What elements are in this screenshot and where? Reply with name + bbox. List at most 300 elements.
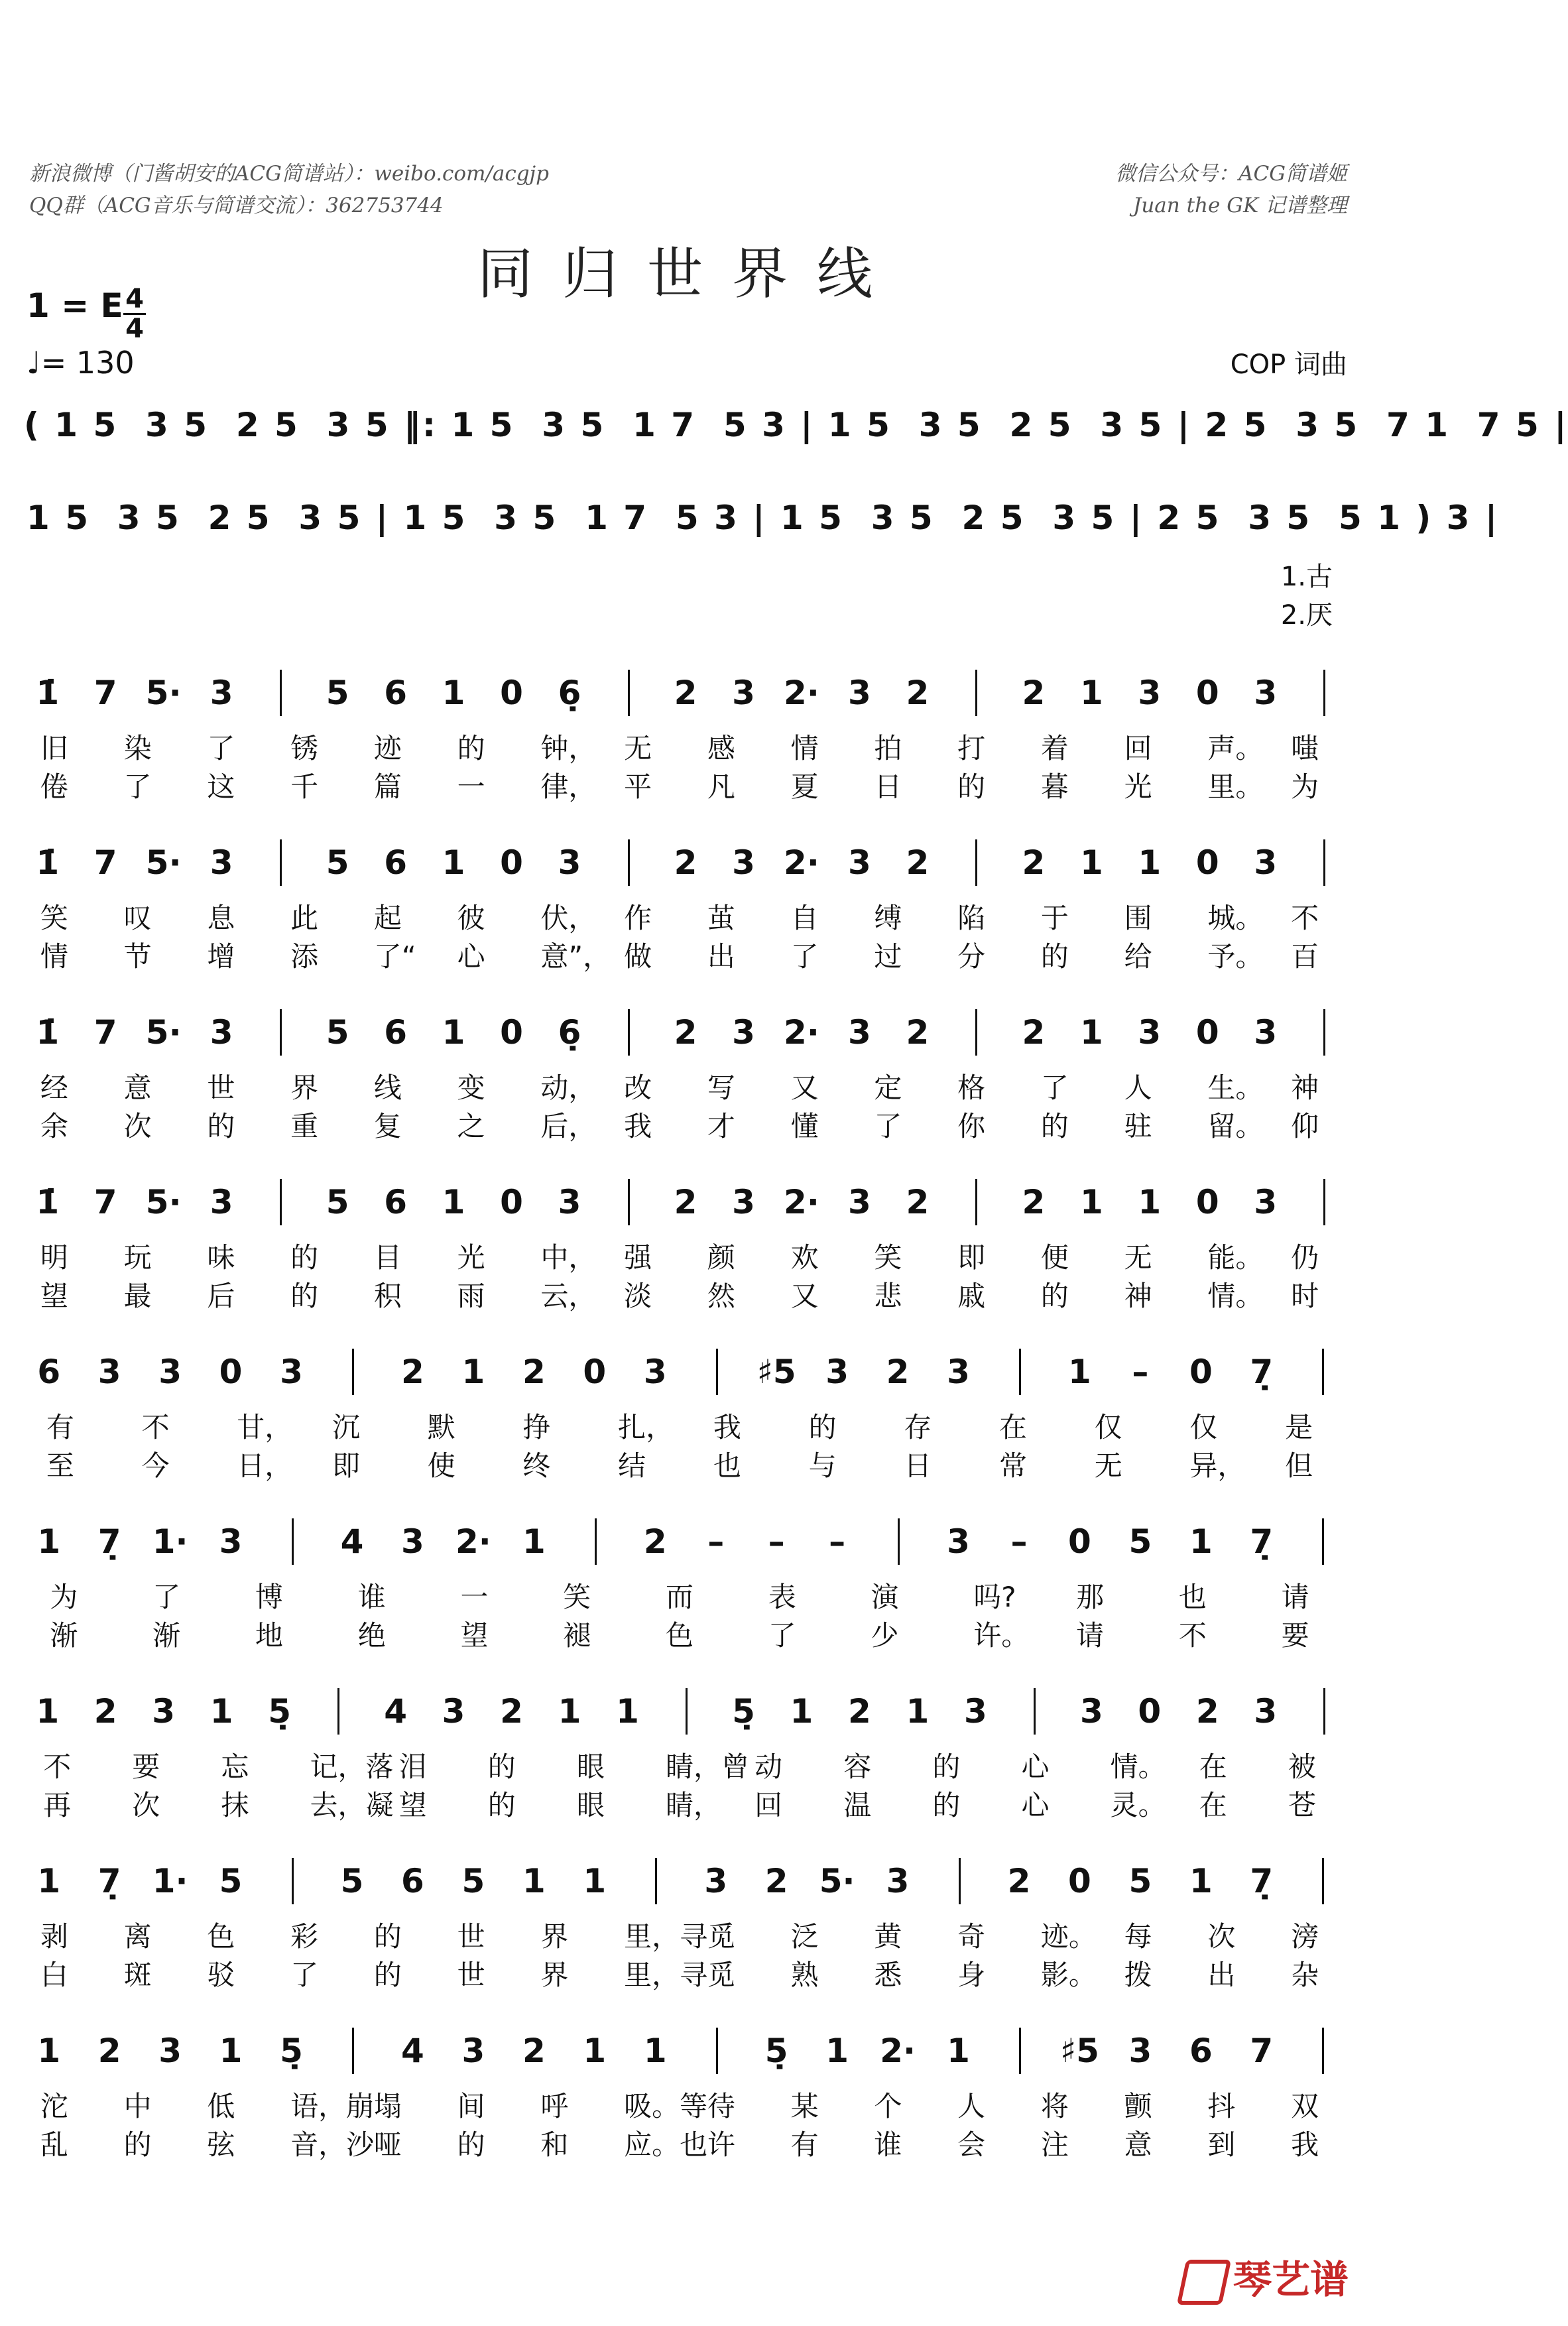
lyric-char: 味 — [207, 1241, 235, 1274]
lyric-char: 觅 — [707, 1920, 735, 1953]
verse-1-marker: 1.古 — [1280, 562, 1333, 592]
note: 6̣ — [558, 674, 581, 712]
note: 1 — [1189, 1862, 1213, 1900]
note: 2· — [784, 1013, 819, 1052]
lyric-char: 即 — [332, 1449, 361, 1482]
lyric-char: 余 — [40, 1110, 68, 1142]
note: 3 — [848, 1013, 871, 1052]
lyric-char: 常 — [999, 1449, 1028, 1482]
note: 2 — [93, 1692, 117, 1731]
barline — [280, 670, 282, 716]
barline — [628, 670, 630, 716]
lyric-char: 夏 — [790, 770, 819, 803]
note: 1 — [643, 2032, 667, 2070]
lyric-char: 予。 — [1207, 940, 1264, 973]
time-signature-bottom: 4 — [125, 314, 144, 344]
verse-2-marker: 2.厌 — [1280, 600, 1333, 631]
note: 5 — [219, 1862, 243, 1900]
note: 3 — [210, 1013, 233, 1052]
note: 0 — [1195, 1013, 1219, 1052]
lyric-char: 日， — [237, 1449, 293, 1482]
note: 7̣ — [97, 1862, 121, 1900]
lyric-char: 界 — [540, 1920, 569, 1953]
lyric-char: 至 — [46, 1449, 74, 1482]
note: 2 — [500, 1692, 523, 1731]
lyric-char: 又 — [790, 1280, 819, 1312]
header-qq: QQ群（ACG音乐与简谱交流）：362753744 — [29, 194, 444, 217]
note: 3 — [461, 2032, 485, 2070]
lyric-char: 白 — [40, 1959, 68, 1991]
lyric-char: 玩 — [123, 1241, 152, 1274]
lyric-char: 了 — [768, 1619, 796, 1652]
note: 3 — [210, 674, 233, 712]
note: 1 — [1138, 843, 1162, 882]
note: 6 — [384, 1183, 407, 1221]
note: 0 — [583, 1353, 607, 1391]
note: 0 — [500, 1183, 523, 1221]
intro-notes-2: 1 5 3 5 2 5 3 5 | 1 5 3 5 1 7 5 3 | 1 5 3 5 2 5 3 5 | 2 5 3 5 5 1 ) 3 | — [27, 499, 1500, 537]
lyric-char: 次 — [123, 1110, 152, 1142]
lyric-char: 今 — [141, 1449, 170, 1482]
lyric-char: 会 — [957, 2128, 986, 2161]
barline — [1323, 1179, 1325, 1225]
barline — [1323, 1688, 1325, 1735]
note: 5 — [1128, 1522, 1152, 1561]
note: 6 — [384, 843, 407, 882]
lyric-char: 回 — [754, 1789, 783, 1821]
lyric-char: 离 — [123, 1920, 152, 1953]
lyric-char: 嗤 — [1291, 732, 1319, 765]
lyric-char: 请 — [1281, 1581, 1309, 1613]
lyric-char: 终 — [522, 1449, 551, 1482]
lyric-char: 一 — [460, 1581, 489, 1613]
note: 1 — [1189, 1522, 1213, 1561]
lyric-char: 许 — [707, 2128, 735, 2161]
composer-credit: COP 词曲 — [1230, 349, 1347, 380]
lyric-char: 双 — [1291, 2090, 1319, 2122]
note: 3 — [848, 843, 871, 882]
lyric-char: 心 — [457, 940, 485, 973]
logo-text: 琴艺谱 — [1233, 2257, 1349, 2303]
note: 1̇ — [36, 674, 60, 712]
lyric-char: 意”， — [540, 940, 611, 973]
lyric-char: 望 — [460, 1619, 489, 1652]
note: 6 — [1189, 2032, 1213, 2070]
lyric-char: 到 — [1207, 2128, 1236, 2161]
lyric-char: 觅 — [707, 1959, 735, 1991]
note: 3 — [848, 674, 871, 712]
lyric-char: 心 — [1021, 1750, 1050, 1783]
lyric-char: 即 — [957, 1241, 986, 1274]
note: – — [1132, 1353, 1149, 1391]
barline — [898, 1518, 900, 1565]
note: 5· — [145, 1183, 182, 1221]
note: 1 — [442, 1183, 465, 1221]
note: 1 — [37, 1862, 61, 1900]
barline — [352, 2028, 354, 2074]
lyric-char: 定 — [874, 1071, 902, 1104]
lyric-char: 眼 — [576, 1750, 605, 1783]
lyric-char: 泪 — [398, 1750, 427, 1783]
note: 7 — [93, 674, 117, 712]
lyric-char: 写 — [707, 1071, 735, 1104]
note: 2 — [906, 1013, 930, 1052]
lyric-char: 日 — [904, 1449, 932, 1482]
barline — [292, 1858, 294, 1904]
barline — [280, 839, 282, 886]
barline — [716, 1349, 718, 1395]
lyric-char: 褪 — [563, 1619, 591, 1652]
lyric-char: 世 — [207, 1071, 235, 1104]
note: 1 — [616, 1692, 639, 1731]
lyric-char: 再 — [43, 1789, 72, 1821]
note: 3 — [732, 843, 755, 882]
lyric-char: 请 — [1076, 1619, 1105, 1652]
note: 0 — [1068, 1862, 1091, 1900]
barline — [280, 1009, 282, 1056]
lyric-char: 渐 — [50, 1619, 78, 1652]
lyric-char: 此 — [290, 902, 319, 934]
lyric-char: 围 — [1124, 902, 1152, 934]
lyric-char: 欢 — [790, 1241, 819, 1274]
note: 6 — [384, 674, 407, 712]
lyric-char: 影。 — [1040, 1959, 1097, 1991]
lyric-char: 的 — [1040, 1280, 1069, 1312]
lyric-char: 添 — [290, 940, 319, 973]
note: 5 — [326, 1183, 349, 1221]
note: 2 — [401, 1353, 424, 1391]
lyric-char: 人 — [957, 2090, 986, 2122]
lyric-char: 又 — [790, 1071, 819, 1104]
lyric-char: 光 — [457, 1241, 485, 1274]
lyric-char: 甘， — [237, 1411, 293, 1443]
lyric-char: 篇 — [373, 770, 402, 803]
note: 1̇ — [36, 843, 60, 882]
barline — [975, 670, 977, 716]
lyric-char: 便 — [1040, 1241, 1069, 1274]
lyric-char: 次 — [132, 1789, 160, 1821]
lyric-char: 百 — [1291, 940, 1319, 973]
lyric-char: 仅 — [1094, 1411, 1122, 1443]
lyric-char: 然 — [707, 1280, 735, 1312]
note: 3 — [947, 1522, 970, 1561]
lyric-char: 呼 — [540, 2090, 569, 2122]
lyric-char: 留。 — [1207, 1110, 1264, 1142]
barline — [1323, 839, 1325, 886]
note: 2· — [880, 2032, 916, 2070]
logo-icon — [1177, 2260, 1231, 2305]
note: 3 — [158, 1353, 182, 1391]
note: 2· — [455, 1522, 491, 1561]
note: 2 — [97, 2032, 121, 2070]
lyric-char: 经 — [40, 1071, 68, 1104]
lyric-char: 绝 — [357, 1619, 386, 1652]
lyric-char: 变 — [457, 1071, 485, 1104]
lyric-char: 雨 — [457, 1280, 485, 1312]
lyric-char: 的 — [487, 1789, 516, 1821]
lyric-char: 起 — [373, 902, 402, 934]
lyric-char: 积 — [373, 1280, 402, 1312]
lyric-char: 强 — [624, 1241, 652, 1274]
lyric-char: 暮 — [1040, 770, 1069, 803]
note: 2· — [784, 674, 819, 712]
note: ♯5 — [756, 1353, 796, 1391]
lyric-char: 界 — [290, 1071, 319, 1104]
note: 7̣ — [1250, 1522, 1274, 1561]
lyric-char: 颜 — [707, 1241, 735, 1274]
barline — [655, 1858, 657, 1904]
lyric-char: 世 — [457, 1959, 485, 1991]
lyric-char: 注 — [1040, 2128, 1069, 2161]
lyric-char: 驻 — [1124, 1110, 1152, 1142]
note: 5̣ — [764, 2032, 788, 2070]
lyric-char: 笑 — [874, 1241, 902, 1274]
lyric-char: 许。 — [973, 1619, 1030, 1652]
lyric-char: 的 — [932, 1750, 961, 1783]
lyric-char: 奇 — [957, 1920, 986, 1953]
note: 2 — [764, 1862, 788, 1900]
note: 3 — [152, 1692, 176, 1731]
lyric-char: 息 — [207, 902, 235, 934]
lyric-char: 里，寻 — [624, 1959, 708, 1991]
note: 1 — [1079, 1183, 1103, 1221]
note: 2 — [906, 1183, 930, 1221]
lyric-char: 不 — [1178, 1619, 1207, 1652]
note: 0 — [1189, 1353, 1213, 1391]
lyric-char: 拨 — [1124, 1959, 1152, 1991]
barline — [1322, 2028, 1324, 2074]
lyric-char: 光 — [1124, 770, 1152, 803]
lyric-char: 缚 — [874, 902, 902, 934]
lyric-char: 懂 — [790, 1110, 819, 1142]
lyric-char: 复 — [373, 1110, 402, 1142]
barline — [1323, 1009, 1325, 1056]
note: 5 — [326, 674, 349, 712]
note: 3 — [947, 1353, 970, 1391]
note: 2 — [643, 1522, 667, 1561]
lyric-char: 意 — [1124, 2128, 1152, 2161]
lyric-char: 的 — [290, 1280, 319, 1312]
note: 7 — [93, 1183, 117, 1221]
lyric-char: 无 — [624, 732, 652, 765]
lyric-char: 乱 — [40, 2128, 68, 2161]
barline — [337, 1688, 339, 1735]
lyric-char: 黄 — [874, 1920, 902, 1953]
note: 2· — [784, 1183, 819, 1221]
header-weibo: 新浪微博（门酱胡安的ACG简谱站）：weibo.com/acgjp — [29, 162, 549, 186]
note: 1 — [442, 843, 465, 882]
note: 5 — [326, 1013, 349, 1052]
note: 0 — [1195, 1183, 1219, 1221]
note: 7 — [93, 843, 117, 882]
note: 5· — [145, 674, 182, 712]
note: 2 — [906, 843, 930, 882]
barline — [1322, 1349, 1324, 1395]
note: 0 — [500, 843, 523, 882]
note: 3 — [732, 674, 755, 712]
note: 3 — [442, 1692, 465, 1731]
lyric-char: 也 — [1178, 1581, 1207, 1613]
lyric-char: 沱 — [40, 2090, 68, 2122]
lyric-char: 的 — [1040, 1110, 1069, 1142]
lyric-char: 熟 — [790, 1959, 819, 1991]
lyric-char: 仰 — [1291, 1110, 1319, 1142]
lyric-char: 不 — [1291, 902, 1319, 934]
note: 3 — [1254, 674, 1278, 712]
lyric-char: 了 — [123, 770, 152, 803]
barline — [292, 1518, 294, 1565]
note: 1 — [1079, 1013, 1103, 1052]
note: 1 — [558, 1692, 581, 1731]
note: 3 — [1138, 1013, 1162, 1052]
lyric-char: 倦 — [40, 770, 68, 803]
lyric-char: 地 — [255, 1619, 283, 1652]
lyric-char: 异， — [1189, 1449, 1246, 1482]
header-wechat: 微信公众号：ACG简谱姬 — [1115, 162, 1347, 186]
lyric-char: 语，崩 — [290, 2090, 375, 2122]
lyric-char: 少 — [871, 1619, 899, 1652]
note: – — [829, 1522, 846, 1561]
lyric-char: 抖 — [1207, 2090, 1236, 2122]
lyric-char: 我 — [1291, 2128, 1319, 2161]
lyric-char: 和 — [540, 2128, 569, 2161]
lyric-char: 界 — [540, 1959, 569, 1991]
lyric-char: 剥 — [40, 1920, 68, 1953]
lyric-char: 的 — [1040, 940, 1069, 973]
lyric-char: 改 — [624, 1071, 652, 1104]
lyric-char: 吗? — [973, 1581, 1016, 1613]
note: 0 — [1068, 1522, 1091, 1561]
lyric-char: 戚 — [957, 1280, 986, 1312]
note: 3 — [643, 1353, 667, 1391]
note: 6 — [401, 1862, 424, 1900]
lyric-char: 但 — [1285, 1449, 1313, 1482]
note: 3 — [825, 1353, 849, 1391]
lyric-char: 眼 — [576, 1789, 605, 1821]
note: 5 — [1128, 1862, 1152, 1900]
barline — [686, 1688, 688, 1735]
note: 1 — [36, 1692, 60, 1731]
lyric-char: 才 — [707, 1110, 735, 1142]
lyric-char: 去，凝 — [310, 1789, 394, 1821]
lyric-char: 云， — [540, 1280, 597, 1312]
lyric-char: 世 — [457, 1920, 485, 1953]
lyric-char: 之 — [457, 1110, 485, 1142]
lyric-char: 打 — [957, 732, 986, 765]
note: – — [707, 1522, 725, 1561]
note: 3 — [704, 1862, 728, 1900]
lyric-char: 博 — [255, 1581, 283, 1613]
time-signature — [123, 284, 146, 344]
lyric-char: 染 — [123, 732, 152, 765]
note: 1· — [152, 1522, 188, 1561]
lyric-char: 动， — [540, 1071, 597, 1104]
lyric-char: 颤 — [1124, 2090, 1152, 2122]
note: 6̣ — [558, 1013, 581, 1052]
lyric-char: 睛， — [666, 1789, 722, 1821]
lyric-char: 日 — [874, 770, 902, 803]
lyric-char: 叹 — [123, 902, 152, 934]
lyric-char: 的 — [932, 1789, 961, 1821]
barline — [975, 1009, 977, 1056]
lyric-char: 笑 — [563, 1581, 591, 1613]
lyric-char: 分 — [957, 940, 986, 973]
barline — [628, 1009, 630, 1056]
lyric-char: 默 — [427, 1411, 455, 1443]
note: 1 — [1079, 674, 1103, 712]
note: 2 — [1022, 1013, 1046, 1052]
lyric-char: 谁 — [874, 2128, 902, 2161]
lyric-char: 睛，曾 — [666, 1750, 750, 1783]
lyric-char: 要 — [132, 1750, 160, 1783]
lyric-char: 演 — [871, 1581, 899, 1613]
lyric-char: 存 — [904, 1411, 932, 1443]
note: 1 — [522, 1862, 546, 1900]
note: 1· — [152, 1862, 188, 1900]
lyric-char: 增 — [207, 940, 235, 973]
lyric-char: 有 — [790, 2128, 819, 2161]
note: ♯5 — [1059, 2032, 1099, 2070]
note: 3 — [558, 1183, 581, 1221]
lyric-char: 回 — [1124, 732, 1152, 765]
note: 0 — [219, 1353, 243, 1391]
lyric-char: 低 — [207, 2090, 235, 2122]
note: 1̇ — [36, 1183, 60, 1221]
lyric-char: 苍 — [1288, 1789, 1316, 1821]
lyric-char: 使 — [427, 1449, 455, 1482]
lyric-char: 也 — [713, 1449, 741, 1482]
tempo-marking: ♩= 130 — [27, 345, 135, 381]
lyric-char: 为 — [50, 1581, 78, 1613]
lyric-char: 的 — [457, 2128, 485, 2161]
note: 0 — [1138, 1692, 1162, 1731]
note: 2 — [886, 1353, 910, 1391]
note: 1 — [522, 1522, 546, 1561]
note: 3 — [1254, 1692, 1278, 1731]
note: 5̣ — [268, 1692, 292, 1731]
lyric-char: 抹 — [221, 1789, 249, 1821]
time-signature-top: 4 — [125, 284, 144, 314]
lyric-char: 滂 — [1291, 1920, 1319, 1953]
note: 1 — [219, 2032, 243, 2070]
note: 7̣ — [97, 1522, 121, 1561]
lyric-char: 淡 — [624, 1280, 652, 1312]
note: 1 — [947, 2032, 970, 2070]
lyric-char: 了 — [207, 732, 235, 765]
lyric-char: 了 — [152, 1581, 181, 1613]
lyric-char: 的 — [373, 1920, 402, 1953]
note: 3 — [210, 1183, 233, 1221]
note: 1 — [906, 1692, 930, 1731]
lyric-char: 迹 — [373, 732, 402, 765]
note: 0 — [500, 674, 523, 712]
lyric-char: 自 — [790, 902, 819, 934]
lyric-char: 在 — [999, 1411, 1028, 1443]
lyric-char: 色 — [666, 1619, 694, 1652]
note: 2 — [522, 2032, 546, 2070]
barline — [1322, 1518, 1324, 1565]
lyric-char: 你 — [957, 1110, 986, 1142]
note: – — [768, 1522, 785, 1561]
note: 3 — [1128, 2032, 1152, 2070]
barline — [959, 1858, 961, 1904]
lyric-char: 目 — [373, 1241, 402, 1274]
lyric-char: 做 — [624, 940, 652, 973]
lyric-char: 情 — [40, 940, 68, 973]
lyric-char: 有 — [46, 1411, 74, 1443]
lyric-char: 一 — [457, 770, 485, 803]
lyric-char: 的 — [957, 770, 986, 803]
